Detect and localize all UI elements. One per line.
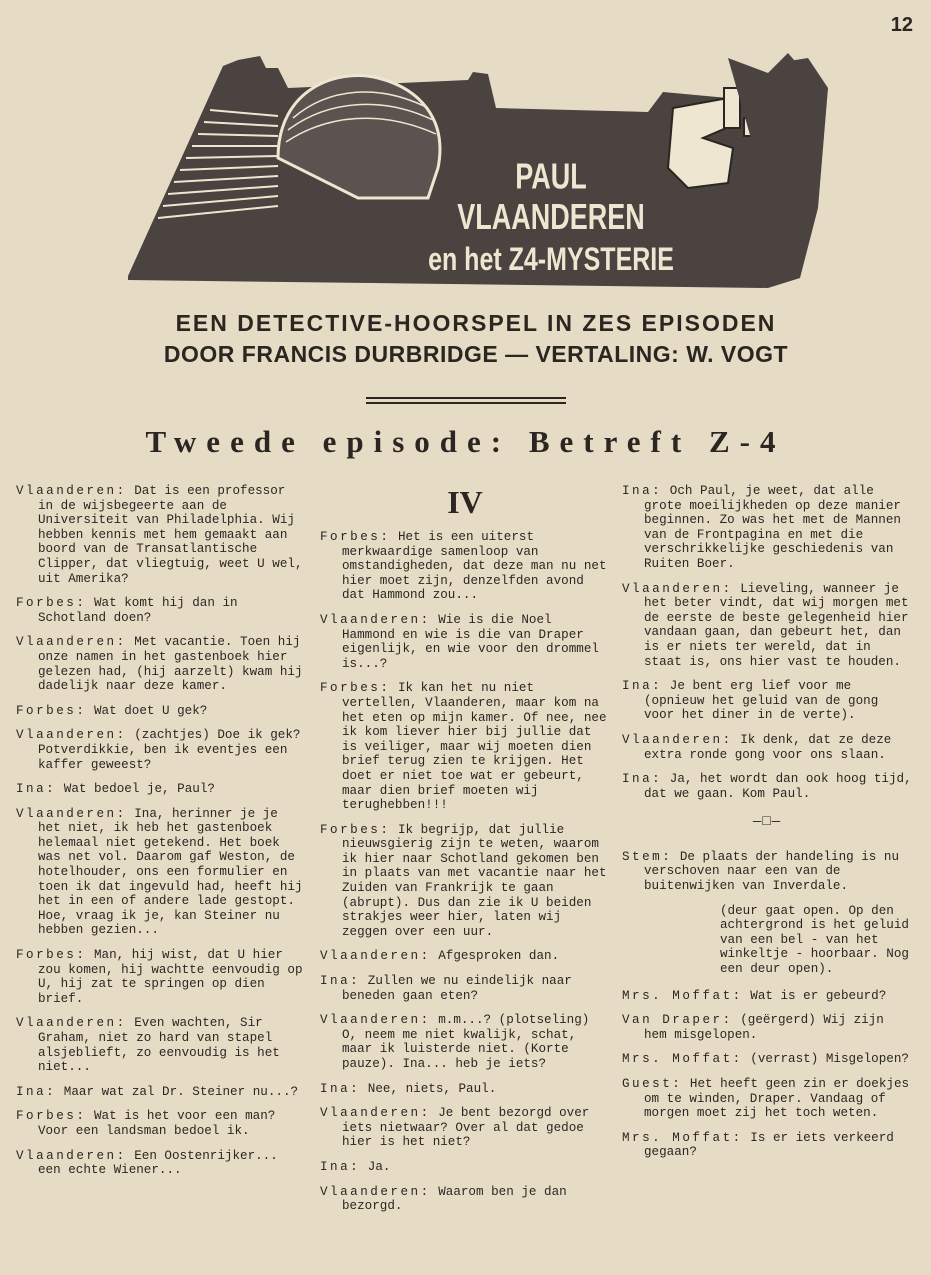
- dialogue-line: [16, 1109, 306, 1138]
- dialogue-text: Nee, niets, Paul.: [367, 1081, 497, 1096]
- dialogue-text: Het heeft geen zin er doekjes om te winden, Draper. Vandaag of morgen moet zij het toch weten.: [644, 1077, 910, 1121]
- dialogue-text: Ja, het wordt dan ook hoog tijd, dat we gaan. Kom Paul.: [644, 772, 912, 801]
- dialogue-line: [320, 974, 610, 1003]
- speaker-name: Vlaanderen:: [320, 1013, 431, 1028]
- speaker-name: Forbes:: [16, 596, 87, 611]
- dialogue-line: [320, 1160, 610, 1175]
- dialogue-line: [16, 1016, 306, 1074]
- dialogue-text: Dat is een professor in de wijsbegeerte aan de Universiteit van Philadelphia. Wij hebben kennis met hem gemaakt aan boord van de Transatlantische Clipper, dat vliegtuig, weet U wel, uit Amerika?: [38, 484, 303, 586]
- dialogue-text: Ik begrijp, dat jullie nieuwsgierig zijn te weten, waarom ik hier naar Schotland gekomen ben in plaats van met vacantie naar het Zuiden van Frankrijk te gaan (abrupt). Dus dan zie ik U beiden strakjes weer hier, laten wij zeggen over een uur.: [342, 822, 607, 939]
- banner-title: [426, 156, 676, 279]
- speaker-name: Vlaanderen:: [16, 1148, 127, 1163]
- speaker-name: Ina:: [320, 1159, 361, 1174]
- dialogue-line: [16, 1149, 306, 1178]
- dialogue-line: [16, 728, 306, 772]
- dialogue-line: [320, 1082, 610, 1097]
- dialogue-text: (zachtjes) Doe ik gek? Potverdikkie, ben ik eventjes een kaffer geweest?: [38, 728, 301, 772]
- dialogue-text: Het is een uiterst merkwaardige samenloop van omstandigheden, dat deze man nu net hier moet zijn, denzelfden avond dat Hammond zou...: [342, 530, 607, 603]
- speaker-name: Ina:: [320, 974, 361, 989]
- dialogue-line: [622, 484, 912, 572]
- speaker-name: Ina:: [622, 484, 663, 498]
- dialogue-line: [320, 1106, 610, 1150]
- dialogue-text: Je bent erg lief voor me (opnieuw het geluid van de gong voor het diner in de verte).: [644, 679, 879, 723]
- dialogue-text: Ina, herinner je je het niet, ik heb het gastenboek helemaal niet getekend. Het boek was net vol. Daarom gaf Weston, de hotelhouder, ons een formulier en toen ik dat ingevuld had, heeft hij het in een of andere lade gestopt. Hoe, vraag ik je, kan Steiner nu hebben gezien...: [38, 806, 303, 938]
- section-separator: —□—: [752, 814, 782, 831]
- stage-direction: (deur gaat open. Op den achtergrond is het geluid van een bel - van het winkeltje - hoorbaar. Nog een deur open).: [720, 903, 909, 977]
- speaker-name: Stem:: [622, 849, 673, 864]
- divider: [366, 397, 566, 399]
- speaker-name: Ina:: [320, 1081, 361, 1096]
- speaker-name: Forbes:: [320, 530, 391, 544]
- dialogue-line: [320, 949, 610, 964]
- speaker-name: Ina:: [16, 782, 57, 797]
- dialogue-text: Maar wat zal Dr. Steiner nu...?: [63, 1084, 299, 1099]
- dialogue-line: [16, 704, 306, 719]
- column-2: [320, 484, 610, 1224]
- dialogue-line: [16, 782, 306, 797]
- dialogue-text: Is er iets verkeerd gegaan?: [644, 1130, 894, 1160]
- dialogue-line: [320, 1013, 610, 1071]
- column-1: [16, 484, 306, 1188]
- dialogue-line: [16, 948, 306, 1006]
- speaker-name: Mrs. Moffat:: [622, 1130, 743, 1145]
- dialogue-text: Zullen we nu eindelijk naar beneden gaan eten?: [342, 974, 572, 1003]
- dialogue-text: Wat doet U gek?: [93, 703, 208, 718]
- dialogue-line: [622, 1077, 912, 1121]
- dialogue-text: Wat is het voor een man? Voor een landsman bedoel ik.: [38, 1109, 276, 1138]
- dialogue-line: [622, 582, 912, 670]
- divider: [366, 402, 566, 404]
- speaker-name: Guest:: [622, 1077, 683, 1091]
- dialogue-line: [622, 1131, 912, 1160]
- page-number: 12: [890, 14, 913, 36]
- speaker-name: Ina:: [16, 1084, 57, 1099]
- dialogue-text: Ja.: [367, 1159, 391, 1174]
- dialogue-line: [622, 679, 912, 723]
- speaker-name: Vlaanderen:: [320, 949, 431, 964]
- dialogue-line: [16, 484, 306, 586]
- speaker-name: Forbes:: [320, 822, 391, 837]
- dialogue-text: De plaats der handeling is nu verschoven naar een van de buitenwijken van Inverdale.: [644, 849, 900, 894]
- speaker-name: Mrs. Moffat:: [622, 1052, 743, 1067]
- dialogue-line: [622, 1013, 912, 1042]
- speaker-name: Vlaanderen:: [320, 1184, 431, 1199]
- dialogue-text: Wat is er gebeurd?: [750, 988, 887, 1003]
- dialogue-line: [16, 635, 306, 693]
- banner-title-line1: PAUL VLAANDEREN: [457, 156, 645, 237]
- dialogue-line: [320, 613, 610, 671]
- dialogue-text: Och Paul, je weet, dat alle grote moeilijkheden op deze manier beginnen. Zo was het met de Mannen van de Frontpagina en met die verschrikkelijke geschiedenis van Ruiten Boer.: [644, 484, 901, 571]
- dialogue-line: [320, 530, 610, 603]
- dialogue-line: [622, 1052, 912, 1067]
- dialogue-line: [622, 733, 912, 762]
- act-number: IV: [447, 484, 483, 520]
- dialogue-text: Wat komt hij dan in Schotland doen?: [38, 596, 238, 625]
- dialogue-text: Even wachten, Sir Graham, niet zo hard van stapel alsjeblieft, zo eenvoudig is het niet...: [38, 1016, 280, 1075]
- subtitle-line2: DOOR FRANCIS DURBRIDGE — VERTALING: W. VOGT: [163, 341, 789, 367]
- dialogue-text: Je bent bezorgd over iets nietwaar? Over al dat gedoe hier is het niet?: [342, 1106, 590, 1150]
- dialogue-text: Afgesproken dan.: [438, 949, 560, 964]
- dialogue-line: [320, 823, 610, 940]
- speaker-name: Vlaanderen:: [16, 728, 127, 743]
- dialogue-text: Een Oostenrijker... een echte Wiener...: [38, 1148, 278, 1178]
- speaker-name: Forbes:: [16, 703, 87, 718]
- speaker-name: Forbes:: [16, 948, 87, 963]
- column-3: [622, 484, 912, 1170]
- speaker-name: Ina:: [622, 679, 663, 694]
- speaker-name: Forbes:: [16, 1109, 87, 1124]
- dialogue-line: [622, 772, 912, 801]
- dialogue-line: [622, 850, 912, 894]
- speaker-name: Vlaanderen:: [16, 484, 127, 498]
- episode-title: Tweede episode: Betreft Z-4: [145, 424, 786, 459]
- speaker-name: Vlaanderen:: [16, 806, 127, 821]
- subtitle-line1: EEN DETECTIVE-HOORSPEL IN ZES EPISODEN: [175, 310, 777, 336]
- speaker-name: Vlaanderen:: [16, 1016, 127, 1031]
- dialogue-text: Man, hij wist, dat U hier zou komen, hij wachtte eenvoudig op U, hij zat te springen op dien brief.: [38, 948, 303, 1006]
- speaker-name: Vlaanderen:: [622, 732, 733, 747]
- speaker-name: Forbes:: [320, 681, 391, 696]
- dialogue-text: m.m...? (plotseling) O, neem me niet kwalijk, schat, maar ik luisterde niet. (Korte pauze). Ina... heb je iets?: [342, 1013, 590, 1071]
- dialogue-text: (verrast) Misgelopen?: [750, 1052, 909, 1067]
- dialogue-text: Ik denk, dat ze deze extra ronde gong voor ons slaan.: [644, 732, 892, 762]
- dialogue-line: [16, 1085, 306, 1100]
- dialogue-line: [16, 596, 306, 625]
- speaker-name: Ina:: [622, 772, 663, 787]
- dialogue-line: [16, 807, 306, 938]
- speaker-name: Vlaanderen:: [622, 581, 733, 596]
- dialogue-line: [622, 989, 912, 1004]
- speaker-name: Vlaanderen:: [320, 1106, 431, 1121]
- dialogue-text: (geërgerd) Wij zijn hem misgelopen.: [644, 1013, 884, 1042]
- dialogue-text: Wat bedoel je, Paul?: [63, 782, 215, 797]
- speaker-name: Van Draper:: [622, 1013, 733, 1028]
- dialogue-text: Lieveling, wanneer je het beter vindt, dat wij morgen met de eerste de beste gelegenheid hier vandaan gaan, dan gebeurt het, dan is er niets ter wereld, dat in staat is, ons hier vast te houden.: [644, 581, 909, 669]
- dialogue-text: Waarom ben je dan bezorgd.: [342, 1184, 567, 1214]
- dialogue-text: Met vacantie. Toen hij onze namen in het gastenboek hier gelezen had, (hij aarzelt) kwam hij dadelijk naar deze kamer.: [38, 635, 303, 694]
- speaker-name: Mrs. Moffat:: [622, 988, 743, 1003]
- dialogue-line: [320, 681, 610, 812]
- banner-title-line2: en het Z4-MYSTERIE: [428, 241, 674, 279]
- dialogue-line: [320, 1185, 610, 1214]
- speaker-name: Vlaanderen:: [320, 612, 431, 627]
- speaker-name: Vlaanderen:: [16, 635, 127, 650]
- dialogue-text: Ik kan het nu niet vertellen, Vlaanderen, maar kom na het eten op mijn kamer. Of nee, nee ik kom liever hier bij jullie dat is veiliger, maar wij moeten dien brief terug zien te krijgen. Het doet er niet toe wat er gebeurt, maar dien brief moeten wij terughebben!!!: [342, 681, 607, 813]
- dialogue-text: Wie is die Noel Hammond en wie is die van Draper eigenlijk, en wie voor den drommel is...?: [342, 612, 599, 671]
